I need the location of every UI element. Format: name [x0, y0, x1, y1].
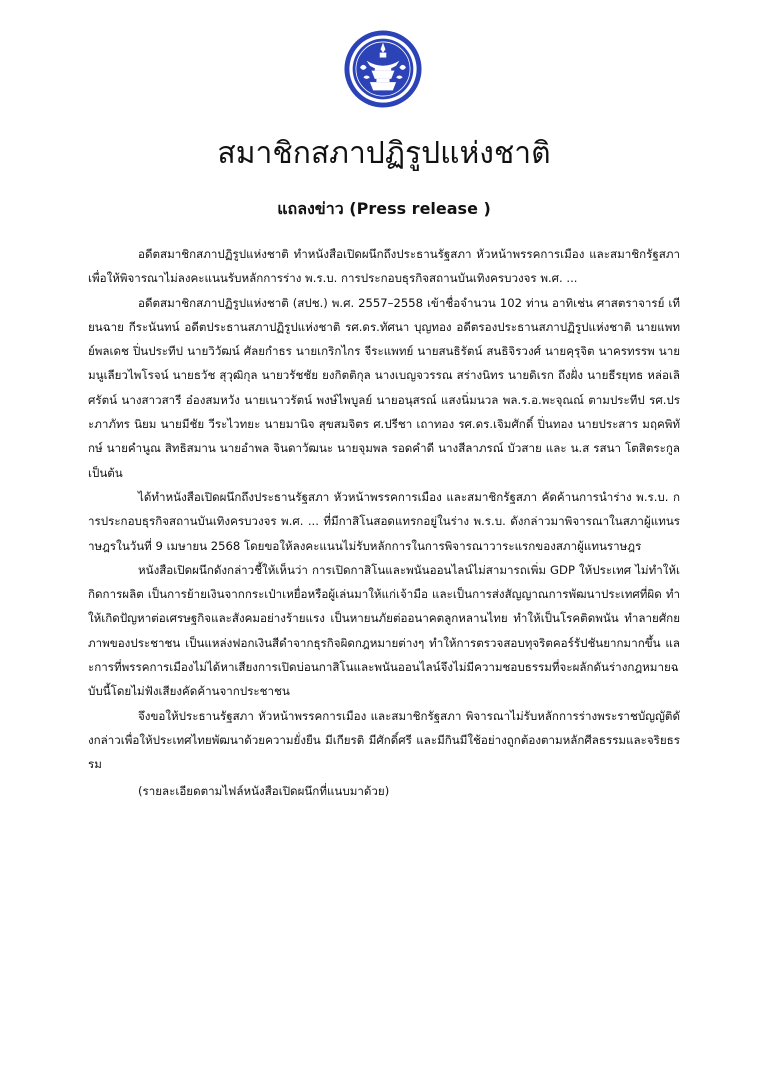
press-release-body	[88, 242, 680, 803]
paragraph-intro: อดีตสมาชิกสภาปฏิรูปแห่งชาติ ทำหนังสือเปิดผนึกถึงประธานรัฐสภา หัวหน้าพรรคการเมือง และสมาชิกรัฐสภา เพื่อให้พิจารณาไม่ลงคะแนนรับหลักการร่าง พ.ร.บ. การประกอบธุรกิจสถานบันเทิงครบวงจร พ.ศ. ...	[88, 247, 680, 286]
document-type-heading: แถลงข่าว (Press release )	[277, 199, 491, 218]
paragraph-open-letter: ได้ทำหนังสือเปิดผนึกถึงประธานรัฐสภา หัวหน้าพรรคการเมือง และสมาชิกรัฐสภา คัดค้านการนำร่าง พ.ร.บ. การประกอบธุรกิจสถานบันเทิงครบวงจร พ.ศ. ... ที่มีกาสิโนสอดแทรกอยู่ในร่าง พ.ร.บ. ดังกล่าวมาพิจารณาในสภาผู้แทนราษฎรในวันที่ 9 เมษายน 2568 โดยขอให้ลงคะแนนไม่รับหลักการในการพิจารณาวาระแรกของสภาผู้แทนราษฎร	[88, 489, 680, 553]
paragraph-request: จึงขอให้ประธานรัฐสภา หัวหน้าพรรคการเมือง และสมาชิกรัฐสภา พิจารณาไม่รับหลักการร่างพระราชบัญญัติดังกล่าวเพื่อให้ประเทศไทยพัฒนาด้วยความยั่งยืน มีเกียรติ มีศักดิ์ศรี และมีกินมีใช้อย่างถูกต้องตามหลักศีลธรรมและจริยธรรม	[88, 708, 680, 772]
paragraph-reasons: หนังสือเปิดผนึกดังกล่าวชี้ให้เห็นว่า การเปิดกาสิโนและพนันออนไลน์ไม่สามารถเพิ่ม GDP ให้ประเทศ ไม่ทำให้เกิดการผลิต เป็นการย้ายเงินจากกระเป๋าเหยื่อหรือผู้เล่นมาให้แก่เจ้ามือ และเป็นการส่งสัญญาณการพัฒนาประเทศที่ผิด ทำให้เกิดปัญหาต่อเศรษฐกิจและสังคมอย่างร้ายแรง เป็นหายนภัยต่ออนาคตลูกหลานไทย ทำให้เป็นโรคติดพนัน ทำลายศักยภาพของประชาชน เป็นแหล่งฟอกเงินสีดำจากธุรกิจผิดกฎหมายต่างๆ ทำให้การตรวจสอบทุจริตคอร์รัปชันยากมากขึ้น และการที่พรรคการเมืองไม่ได้หาเสียงการเปิดบ่อนกาสิโนและพนันออนไลน์จึงไม่มีความชอบธรรมที่จะผลักดันร่างกฎหมายฉบับนี้โดยไม่ฟังเสียงคัดค้านจากประชาชน	[88, 562, 680, 699]
organization-title: สมาชิกสภาปฏิรูปแห่งชาติ	[217, 136, 551, 171]
emblem-logo	[342, 28, 424, 110]
paragraph-signatories: อดีตสมาชิกสภาปฏิรูปแห่งชาติ (สปช.) พ.ศ. 2557–2558 เข้าชื่อจำนวน 102 ท่าน อาทิเช่น ศาสตราจารย์ เทียนฉาย กีระนันทน์ อดีตประธานสภาปฏิรูปแห่งชาติ รศ.ดร.ทัศนา บุญทอง อดีตรองประธานสภาปฏิรูปแห่งชาติ นายแพทย์พลเดช ปิ่นประทีป นายวิวัฒน์ ศัลยกำธร นายเกริกไกร จีระแพทย์ นายสนธิรัตน์ สนธิจิรวงศ์ นายคุรุจิต นาครทรรพ นายมนูเลียวไพโรจน์ นายธวัช สุวุฒิกุล นายวรัชชัย ยงกิตติกุล นางเบญจวรรณ สร่างนิทร นายดิเรก ถึงฝั่ง นายธีรยุทธ หล่อเลิศรัตน์ นางสาวสารี อ๋องสมหวัง นายเนาวรัตน์ พงษ์ไพบูลย์ นายอนุสรณ์ แสงนิ่มนวล พล.ร.อ.พะจุณณ์ ตามประทีป รศ.ประภาภัทร นิยม นายมีชัย วีระไวทยะ นายมานิจ สุขสมจิตร ศ.ปรีชา เถาทอง รศ.ดร.เจิมศักดิ์ ปิ่นทอง นายประสาร มฤคพิทักษ์ นายคำนูณ สิทธิสมาน นายอำพล จินดาวัฒนะ นายจุมพล รอดคำดี นางสีลาภรณ์ บัวสาย และ น.ส รสนา โตสิตระกูล เป็นต้น	[88, 295, 680, 480]
emblem-icon	[342, 28, 424, 110]
paragraph-attachment-note: (รายละเอียดตามไฟล์หนังสือเปิดผนึกที่แนบมาด้วย)	[138, 783, 390, 798]
